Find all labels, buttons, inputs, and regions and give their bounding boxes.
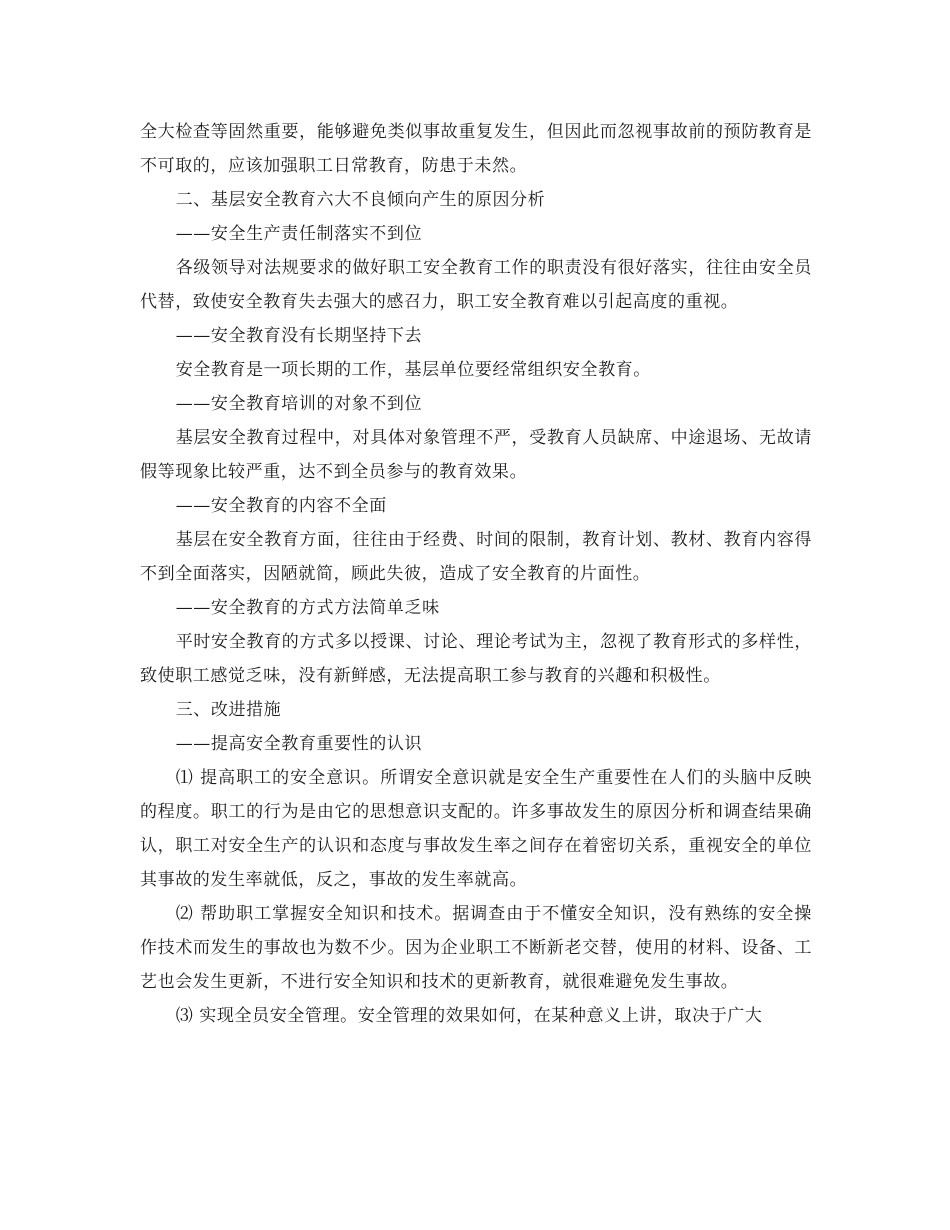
subheading-method: ——安全教育的方式方法简单乏味 <box>175 598 440 618</box>
paragraph-long-term: 安全教育是一项长期的工作，基层单位要经常组织安全教育。 <box>175 360 651 380</box>
subheading-long-term: ——安全教育没有长期坚持下去 <box>175 326 423 346</box>
subheading-content: ——安全教育的内容不全面 <box>175 496 387 516</box>
paragraph-item-3: ⑶ 实现全员安全管理。安全管理的效果如何，在某种意义上讲，取决于广大 <box>175 1006 763 1026</box>
section-heading-2: 二、基层安全教育六大不良倾向产生的原因分析 <box>175 190 546 210</box>
paragraph-method: 平时安全教育的方式多以授课、讨论、理论考试为主，忽视了教育形式的多样性，致使职工感觉乏味，没有新鲜感，无法提高职工参与教育的兴趣和积极性。 <box>140 632 812 686</box>
section-heading-3: 三、改进措施 <box>175 700 282 720</box>
subheading-target: ——安全教育培训的对象不到位 <box>175 394 423 414</box>
paragraph-responsibility: 各级领导对法规要求的做好职工安全教育工作的职责没有很好落实，往往由安全员代替，致使安全教育失去强大的感召力，职工安全教育难以引起高度的重视。 <box>140 258 812 312</box>
paragraph-item-2: ⑵ 帮助职工掌握安全知识和技术。据调查由于不懂安全知识，没有熟练的安全操作技术而发生的事故也为数不少。因为企业职工不断新老交替，使用的材料、设备、工艺也会发生更新，不进行安全知识和技术的更新教育，就很难避免发生事故。 <box>140 904 812 992</box>
paragraph-content: 基层在安全教育方面，往往由于经费、时间的限制，教育计划、教材、教育内容得不到全面落实，因陋就简，顾此失彼，造成了安全教育的片面性。 <box>140 530 812 584</box>
paragraph-target: 基层安全教育过程中，对具体对象管理不严，受教育人员缺席、中途退场、无故请假等现象比较严重，达不到全员参与的教育效果。 <box>140 428 812 482</box>
document-body <box>140 115 812 1033</box>
subheading-responsibility: ——安全生产责任制落实不到位 <box>175 224 423 244</box>
subheading-awareness: ——提高安全教育重要性的认识 <box>175 734 423 754</box>
paragraph-item-1: ⑴ 提高职工的安全意识。所谓安全意识就是安全生产重要性在人们的头脑中反映的程度。职工的行为是由它的思想意识支配的。许多事故发生的原因分析和调查结果确认，职工对安全生产的认识和态度与事故发生率之间存在着密切关系，重视安全的单位其事故的发生率就低，反之，事故的发生率就高。 <box>140 768 812 890</box>
paragraph-continuation: 全大检查等固然重要，能够避免类似事故重复发生，但因此而忽视事故前的预防教育是不可取的，应该加强职工日常教育，防患于未然。 <box>140 122 812 176</box>
